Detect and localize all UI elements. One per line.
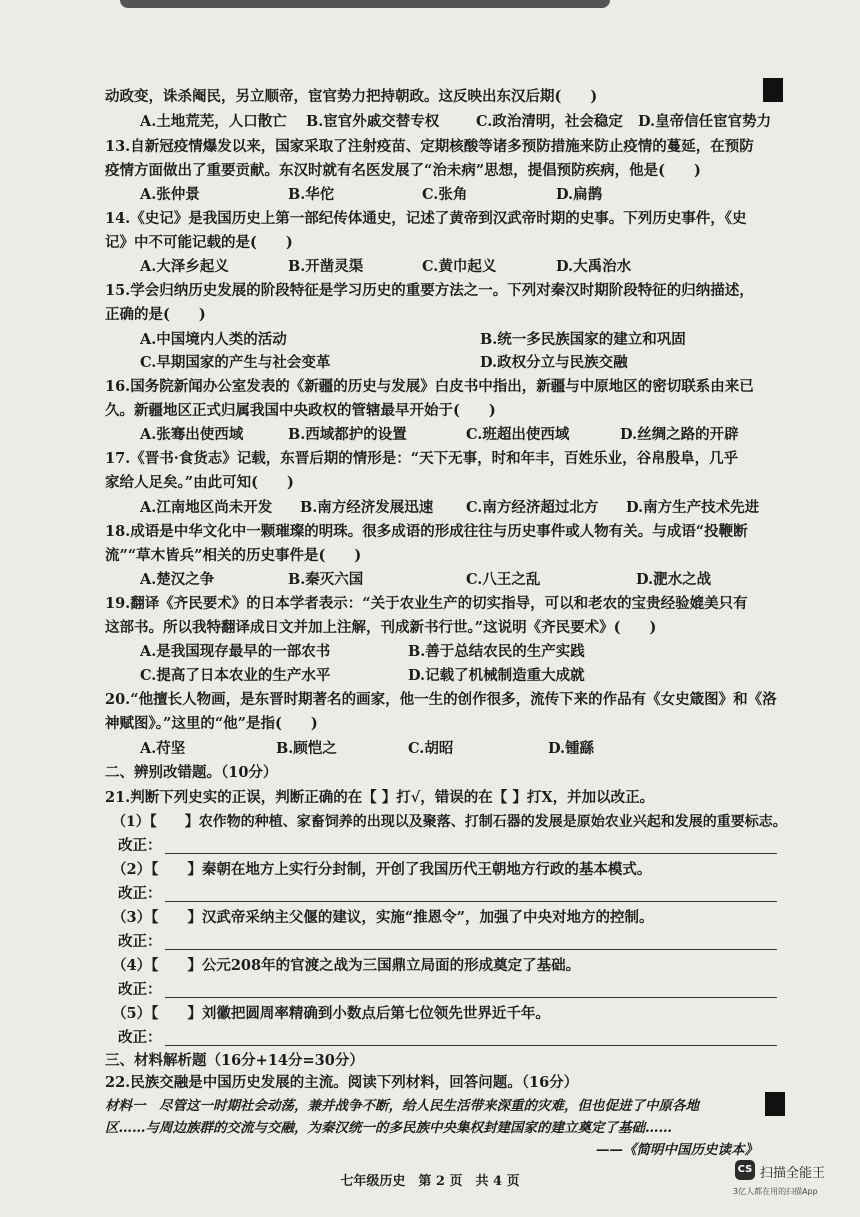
q21-correction-label-4: 改正：: [118, 981, 162, 998]
q17-option-b: B.南方经济发展迅速: [300, 499, 434, 516]
material-1-line-2: 区……与周边族群的交流与交融，为秦汉统一的多民族中央集权封建国家的建立奠定了基础……: [105, 1120, 672, 1136]
q13-stem-1: 13.自新冠疫情爆发以来，国家采取了注射疫苗、定期核酸等诸多预防措施来防止疫情的蔓延，在预防: [105, 138, 754, 155]
q18-stem-1: 18.成语是中华文化中一颗璀璨的明珠。很多成语的形成往往与历史事件或人物有关。与成语“投鞭断: [105, 523, 748, 540]
q19-option-d: D.记载了机械制造重大成就: [408, 667, 585, 684]
q18-option-b: B.秦灭六国: [288, 571, 364, 588]
scan-shadow: [120, 0, 610, 8]
q21-stem: 21.判断下列史实的正误，判断正确的在【 】打√，错误的在【 】打X，并加以改正。: [105, 789, 655, 806]
q21-item-3: （3）【 】汉武帝采纳主父偃的建议，实施“推恩令”，加强了中央对地方的控制。: [112, 909, 654, 926]
camscanner-name: 扫描全能王: [760, 1166, 826, 1181]
q14-stem-2: 记》中不可能记载的是( ): [105, 234, 293, 251]
q12-option-c: C.政治清明，社会稳定: [476, 113, 623, 130]
q22-stem: 22.民族交融是中国历史发展的主流。阅读下列材料，回答问题。（16分）: [105, 1074, 579, 1091]
q17-stem-1: 17.《晋书·食货志》记载，东晋后期的情形是：“天下无事，时和年丰，百姓乐业，谷帛殷阜，几乎: [105, 450, 739, 467]
q14-option-a: A.大泽乡起义: [140, 258, 229, 275]
q19-stem-1: 19.翻译《齐民要术》的日本学者表示：“关于农业生产的切实指导，可以和老农的宝贵经验媲美只有: [105, 595, 748, 612]
q21-answer-line-5[interactable]: [165, 1045, 777, 1046]
q17-option-a: A.江南地区尚未开发: [140, 499, 273, 516]
q18-stem-2: 流”“草木皆兵”相关的历史事件是( ): [105, 547, 362, 564]
q20-option-b: B.顾恺之: [276, 740, 337, 757]
material-1-line-1: 材料一 尽管这一时期社会动荡，兼并战争不断，给人民生活带来深重的灾难，但也促进了中原各地: [105, 1098, 699, 1114]
q21-answer-line-2[interactable]: [165, 901, 777, 902]
q12-option-d: D.皇帝信任宦官势力: [638, 113, 772, 130]
q14-option-b: B.开凿灵渠: [288, 258, 364, 275]
q14-option-d: D.大禹治水: [556, 258, 632, 275]
q15-option-d: D.政权分立与民族交融: [480, 354, 628, 371]
q21-answer-line-3[interactable]: [165, 949, 777, 950]
q19-stem-2: 这部书。所以我特翻译成日文并加上注解，刊成新书行世。”这说明《齐民要术》( ): [105, 619, 657, 636]
q15-option-b: B.统一多民族国家的建立和巩固: [480, 331, 686, 348]
section-3-heading: 三、材料解析题（16分+14分=30分）: [105, 1052, 364, 1069]
q21-item-4: （4）【 】公元208年的官渡之战为三国鼎立局面的形成奠定了基础。: [112, 957, 581, 974]
q16-option-b: B.西域都护的设置: [288, 426, 407, 443]
q18-option-c: C.八王之乱: [466, 571, 541, 588]
q13-option-b: B.华佗: [288, 186, 335, 203]
q21-item-5: （5）【 】刘徽把圆周率精确到小数点后第七位领先世界近千年。: [112, 1005, 550, 1022]
q20-stem-1: 20.“他擅长人物画，是东晋时期著名的画家，他一生的创作很多，流传下来的作品有《女史箴图》和《洛: [105, 691, 777, 708]
q21-answer-line-4[interactable]: [165, 997, 777, 998]
q20-stem-2: 神赋图》。”这里的“他”是指( ): [105, 715, 318, 732]
q21-answer-line-1[interactable]: [165, 853, 777, 854]
q14-stem-1: 14.《史记》是我国历史上第一部纪传体通史，记述了黄帝到汉武帝时期的史事。下列历史事件，《史: [105, 210, 747, 227]
q13-option-a: A.张仲景: [140, 186, 200, 203]
q17-option-c: C.南方经济超过北方: [466, 499, 599, 516]
q21-item-1: （1）【 】农作物的种植、家畜饲养的出现以及聚落、打制石器的发展是原始农业兴起和发展的重要标志。: [112, 814, 787, 830]
q15-stem-2: 正确的是( ): [105, 306, 206, 323]
q20-option-c: C.胡昭: [408, 740, 454, 757]
q12-option-a: A.土地荒芜，人口散亡: [140, 113, 287, 130]
q17-option-d: D.南方生产技术先进: [626, 499, 760, 516]
q15-option-a: A.中国境内人类的活动: [140, 331, 287, 348]
q21-correction-label-2: 改正：: [118, 885, 162, 902]
q13-option-c: C.张角: [422, 186, 468, 203]
q20-option-d: D.锺繇: [548, 740, 595, 757]
q12-stem: 动政变，诛杀阉民，另立顺帝，宦官势力把持朝政。这反映出东汉后期( ): [105, 88, 598, 105]
page-footer: 七年级历史 第 2 页 共 4 页: [340, 1174, 520, 1189]
q19-option-b: B.善于总结农民的生产实践: [408, 643, 585, 660]
q18-option-a: A.楚汉之争: [140, 571, 215, 588]
material-1-source: ——《简明中国历史读本》: [596, 1142, 758, 1158]
q21-correction-label-1: 改正：: [118, 837, 162, 854]
q16-stem-1: 16.国务院新闻办公室发表的《新疆的历史与发展》白皮书中指出，新疆与中原地区的密切联系由来已: [105, 378, 754, 395]
q16-option-d: D.丝绸之路的开辟: [620, 426, 739, 443]
q13-option-d: D.扁鹊: [556, 186, 603, 203]
camscanner-logo: CS: [735, 1160, 755, 1180]
q13-stem-2: 疫情方面做出了重要贡献。东汉时就有名医发展了“治未病”思想，提倡预防疾病，他是( ): [105, 162, 701, 179]
q12-option-b: B.宦官外戚交替专权: [306, 113, 440, 130]
q16-option-a: A.张骞出使西域: [140, 426, 244, 443]
q20-option-a: A.苻坚: [140, 740, 186, 757]
q21-correction-label-5: 改正：: [118, 1029, 162, 1046]
q16-option-c: C.班超出使西域: [466, 426, 570, 443]
q15-option-c: C.早期国家的产生与社会变革: [140, 354, 331, 371]
corner-mark-bottom: [765, 1092, 785, 1116]
q14-option-c: C.黄巾起义: [422, 258, 497, 275]
camscanner-slogan: 3亿人都在用的扫描App: [733, 1187, 818, 1196]
q17-stem-2: 家给人足矣。”由此可知( ): [105, 474, 294, 491]
q21-correction-label-3: 改正：: [118, 933, 162, 950]
q18-option-d: D.淝水之战: [636, 571, 712, 588]
corner-mark-top: [763, 78, 783, 102]
q16-stem-2: 久。新疆地区正式归属我国中央政权的管辖最早开始于( ): [105, 402, 496, 419]
section-2-heading: 二、辨别改错题。（10分）: [105, 764, 278, 781]
q19-option-c: C.提高了日本农业的生产水平: [140, 667, 331, 684]
q15-stem-1: 15.学会归纳历史发展的阶段特征是学习历史的重要方法之一。下列对秦汉时期阶段特征的归纳描述，: [105, 282, 754, 299]
q21-item-2: （2）【 】秦朝在地方上实行分封制，开创了我国历代王朝地方行政的基本模式。: [112, 861, 652, 878]
q19-option-a: A.是我国现存最早的一部农书: [140, 643, 331, 660]
